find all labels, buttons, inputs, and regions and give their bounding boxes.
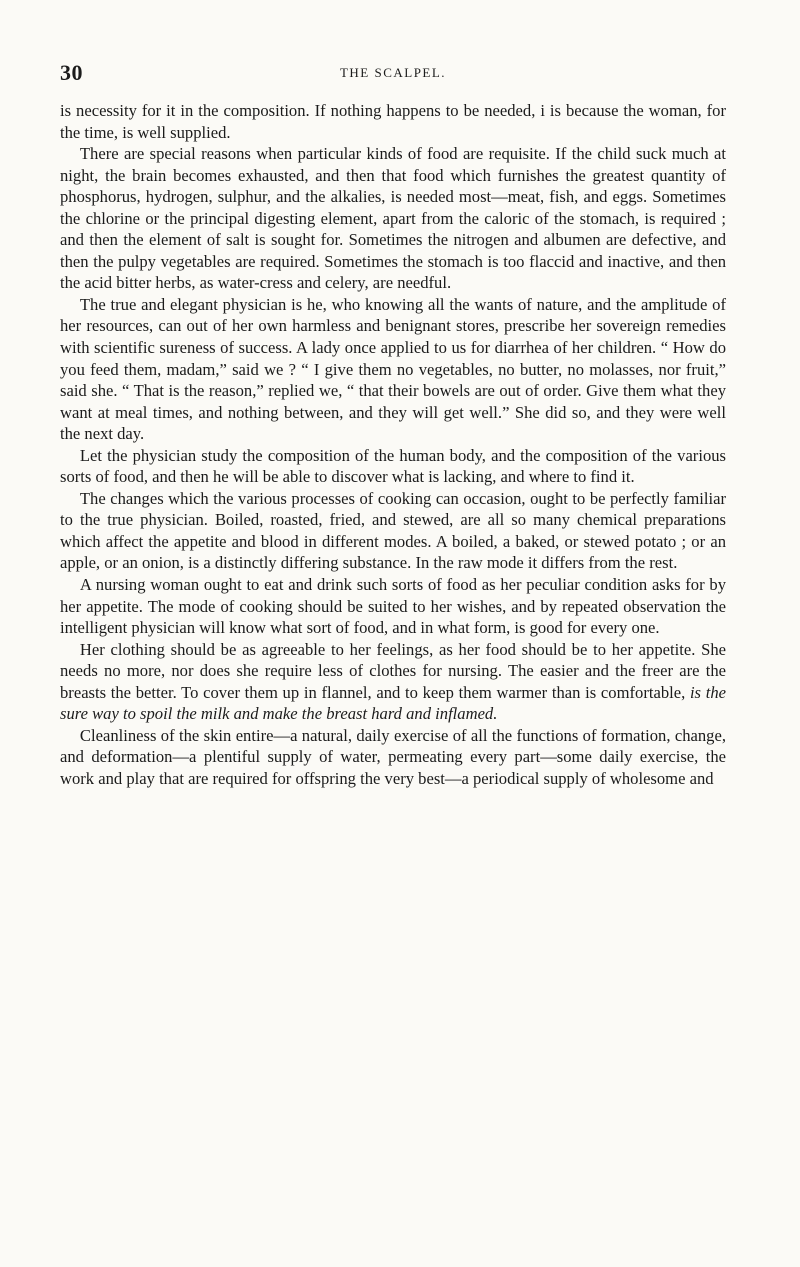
- paragraph-2: There are special reasons when particular kinds of food are requisite. If the child suck much at night, the brain becomes exhausted, and then that food which furnishes the greatest quantity of phosphorus, hydrogen, sulphur, and the alkalies, is needed most—meat, fish, and eggs. Sometimes the chlorine or the principal digesting element, apart from the caloric of the stomach, is required ; and then the element of salt is sought for. Sometimes the nitrogen and albumen are defective, and then the pulpy vegetables are required. Sometimes the stomach is too flaccid and inactive, and then the acid bitter herbs, as water-cress and celery, are needful.: [60, 144, 726, 293]
- paragraph-4: Let the physician study the composition of the human body, and the composition of the various sorts of food, and then he will be able to discover what is lacking, and where to find it.: [60, 445, 726, 487]
- body-text: [60, 100, 726, 790]
- paragraph-3: The true and elegant physician is he, who knowing all the wants of nature, and the amplitude of her resources, can out of her own harmless and benignant stores, prescribe her sovereign remedies with scientific sureness of success. A lady once applied to us for diarrhea of her children. “ How do you feed them, madam,” said we ? “ I give them no vegetables, no butter, no molasses, nor fruit,” said she. “ That is the reason,” replied we, “ that their bowels are out of order. Give them what they want at meal times, and nothing between, and they will get well.” She did so, and they were well the next day.: [60, 294, 726, 444]
- paragraph-7-italic: is the sure way to spoil the milk and make the breast hard and inflamed.: [60, 682, 726, 724]
- page-header: [60, 60, 726, 86]
- page-number: 30: [60, 60, 83, 85]
- paragraph-7-text: Her clothing should be as agreeable to her feelings, as her food should be to her appetite. She needs no more, nor does she require less of clothes for nursing. The easier and the freer are the breasts the better. To cover them up in flannel, and to keep them warmer than is comfortable,: [60, 639, 726, 702]
- running-head: THE SCALPEL.: [339, 65, 447, 80]
- paragraph-6: A nursing woman ought to eat and drink such sorts of food as her peculiar condition asks for by her appetite. The mode of cooking should be suited to her wishes, and by repeated observation the intelligent physician will know what sort of food, and in what form, is good for every one.: [60, 575, 726, 638]
- paragraph-7: [60, 639, 726, 725]
- paragraph-5: The changes which the various processes of cooking can occasion, ought to be perfectly familiar to the true physician. Boiled, roasted, fried, and stewed, are all so many chemical preparations which affect the appetite and blood in different modes. A boiled, a baked, or stewed potato ; or an apple, or an onion, is a distinctly differing substance. In the raw mode it differs from the rest.: [60, 488, 726, 573]
- paragraph-8: Cleanliness of the skin entire—a natural, daily exercise of all the functions of formation, change, and deformation—a plentiful supply of water, permeating every part—some daily exercise, the work and play that are required for offspring the very best—a periodical supply of wholesome and: [60, 725, 726, 788]
- paragraph-1: is necessity for it in the composition. If nothing happens to be needed, i is because the woman, for the time, is well supplied.: [60, 101, 726, 142]
